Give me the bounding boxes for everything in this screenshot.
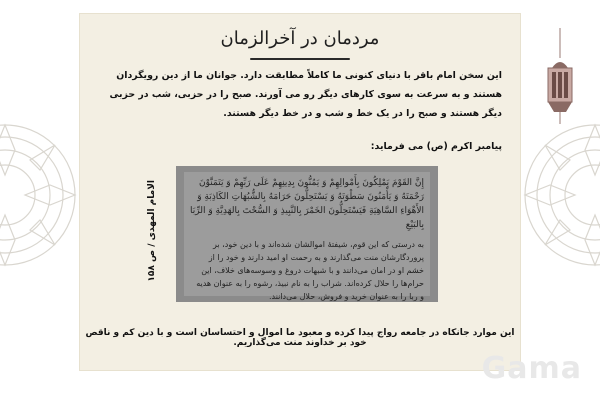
hadith-persian-translation: به درستی که این قوم، شیفتهٔ اموالشان شده‌اند و با دین خود، بر پروردگارشان منت می‌گذارند و به رحمت او امید دارند و خود را از خشم او در امان می‌دانند و با شبهات دروغ و وسوسه‌های خلاف، این حرام‌ها را حلال کرده‌اند. شراب را به نام نبیذ، رشوه را به عنوان هدیه و ربا را به عنوان خرید و فروش، حلال می‌دانند. [196,240,424,301]
intro-paragraph: این سخن امام باقر با دنیای کنونی ما کاملاً مطابقت دارد. جوانان ما از دین رویگردان هستند و به سرعت به سوی کارهای دیگر رو می آورند. صبح را در حزبی، شب در حزبی دیگر هستند و صبح را در یک خط و شب و در خط دیگر هستند. [109,70,502,119]
content-card [80,14,520,370]
mandala-ornament-left [0,120,80,270]
hadith-box [176,166,438,302]
logo-text: Gama [481,351,582,386]
hadith-arabic-text: إِنَّ القَوْمَ يَمْلِكُونَ بِأَمْوالِهِمْ وَ يَمُنُّونَ بِدِينِهِمْ عَلَى رَبِّهِمْ وَ يَتَمَنَّوْنَ رَحْمَتَهُ وَ يَأْمَنُونَ سَطْوَتَهُ وَ يَسْتَحِلُّونَ حَرَامَهُ بِالشُّبُهَاتِ الكَاذِبَةِ وَ الأَهْوَاءِ السَّاهِيَةِ فَيَسْتَحِلُّونَ الخَمْرَ بِالنَّبِيذِ وَ السُّحْتَ بِالهَدِيَّةِ وَ الرِّبَا بِالبَيْعِ [190,178,424,230]
title-underline [250,58,350,60]
mandala-ornament-right [520,120,600,270]
lantern-icon [540,28,580,138]
watermark-logo [482,351,582,386]
hadith-inner [184,172,430,301]
source-citation: الامام المهدی / ص ۱۵۸ [147,180,157,282]
page-title: مردمان در آخرالزمان [220,28,380,49]
footer-note: این موارد جانکاه در جامعه رواج پیدا کرده و معبود ما اموال و احتساسان است و با دین کم و ناقص خود بر خداوند منت می‌گذاریم. [85,328,515,348]
prophet-quote-heading: پیامبر اکرم (ص) می فرماید: [370,141,502,152]
